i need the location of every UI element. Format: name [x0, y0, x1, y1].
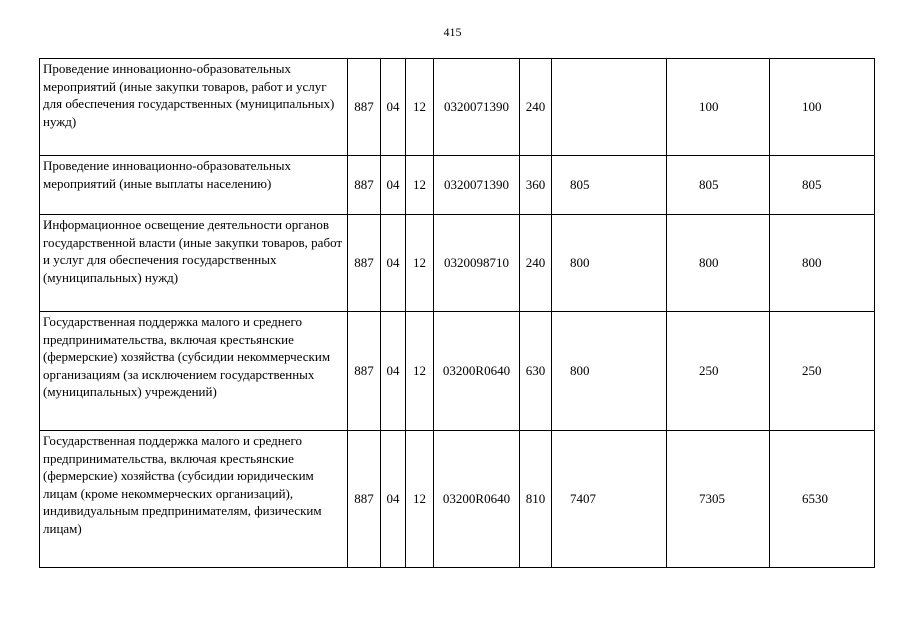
amount-1-cell: 800: [552, 312, 667, 431]
amount-1-cell: 805: [552, 156, 667, 215]
amount-1-cell: 7407: [552, 431, 667, 568]
row-name-cell: Проведение инновационно-образовательных мероприятий (иные закупки товаров, работ и услуг для обеспечения государственных (муниципальных) нужд): [40, 59, 348, 156]
target-code-cell: 0320071390: [434, 156, 520, 215]
subsection-code-cell: 12: [406, 215, 434, 312]
amount-1-cell: 800: [552, 215, 667, 312]
section-code-cell: 04: [381, 215, 406, 312]
table-row: [40, 215, 875, 312]
amount-2-cell: 805: [667, 156, 770, 215]
table-row: [40, 59, 875, 156]
amount-2-cell: 800: [667, 215, 770, 312]
amount-3-cell: 250: [770, 312, 875, 431]
amount-2-cell: 250: [667, 312, 770, 431]
amount-1-cell: [552, 59, 667, 156]
section-code-cell: 04: [381, 156, 406, 215]
expense-type-cell: 360: [520, 156, 552, 215]
row-name-cell: Проведение инновационно-образовательных мероприятий (иные выплаты населению): [40, 156, 348, 215]
section-code-cell: 04: [381, 312, 406, 431]
ministry-code-cell: 887: [348, 215, 381, 312]
ministry-code-cell: 887: [348, 156, 381, 215]
section-code-cell: 04: [381, 59, 406, 156]
row-name-cell: Государственная поддержка малого и среднего предпринимательства, включая крестьянские (фермерские) хозяйства (субсидии некоммерческим организациям (за исключением государственных (муниципальных) учреждений): [40, 312, 348, 431]
page-number: 415: [443, 25, 462, 39]
ministry-code-cell: 887: [348, 431, 381, 568]
target-code-cell: 0320071390: [434, 59, 520, 156]
subsection-code-cell: 12: [406, 59, 434, 156]
amount-2-cell: 7305: [667, 431, 770, 568]
row-name-cell: Государственная поддержка малого и среднего предпринимательства, включая крестьянские (фермерские) хозяйства (субсидии юридическим лицам (кроме некоммерческих организаций), индивидуальным предпринимателям, физическим лицам): [40, 431, 348, 568]
amount-3-cell: 805: [770, 156, 875, 215]
subsection-code-cell: 12: [406, 156, 434, 215]
amount-3-cell: 800: [770, 215, 875, 312]
row-name-cell: Информационное освещение деятельности органов государственной власти (иные закупки товаров, работ и услуг для обеспечения государственных (муниципальных) нужд): [40, 215, 348, 312]
expense-type-cell: 630: [520, 312, 552, 431]
table-row: [40, 312, 875, 431]
subsection-code-cell: 12: [406, 431, 434, 568]
target-code-cell: 03200R0640: [434, 431, 520, 568]
ministry-code-cell: 887: [348, 312, 381, 431]
target-code-cell: 0320098710: [434, 215, 520, 312]
amount-3-cell: 6530: [770, 431, 875, 568]
expense-type-cell: 240: [520, 215, 552, 312]
target-code-cell: 03200R0640: [434, 312, 520, 431]
section-code-cell: 04: [381, 431, 406, 568]
ministry-code-cell: 887: [348, 59, 381, 156]
expense-type-cell: 810: [520, 431, 552, 568]
amount-2-cell: 100: [667, 59, 770, 156]
subsection-code-cell: 12: [406, 312, 434, 431]
expense-type-cell: 240: [520, 59, 552, 156]
table-row: [40, 156, 875, 215]
amount-3-cell: 100: [770, 59, 875, 156]
table-row: [40, 431, 875, 568]
budget-table: [39, 58, 875, 568]
